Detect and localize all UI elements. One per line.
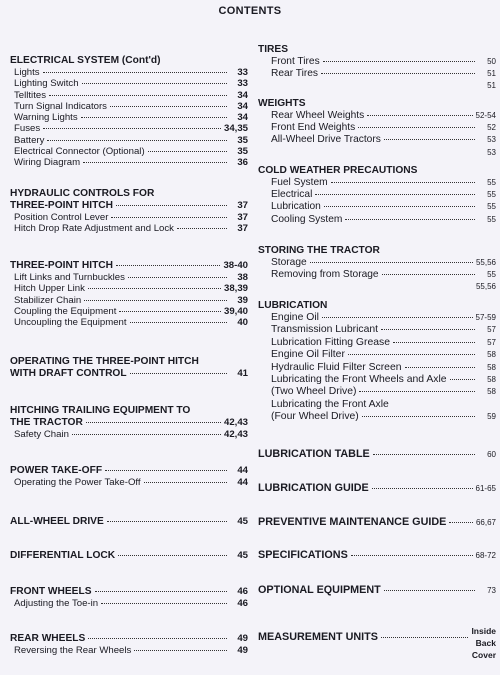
section-heading bbox=[10, 586, 248, 598]
toc-section-tires bbox=[258, 44, 496, 93]
leader-dots bbox=[81, 117, 227, 118]
page-number: 49 bbox=[237, 633, 248, 644]
toc-section-measure bbox=[258, 625, 496, 661]
entry-label: Safety Chain bbox=[14, 429, 69, 440]
section-heading-cont bbox=[10, 200, 248, 212]
leader-dots bbox=[345, 219, 475, 220]
section-heading bbox=[10, 465, 248, 477]
page-reference-line: Inside bbox=[471, 626, 496, 636]
section-heading bbox=[258, 625, 496, 661]
toc-section-diff bbox=[10, 550, 248, 562]
page-number: 39 bbox=[237, 294, 248, 306]
leader-dots bbox=[128, 277, 227, 278]
section-heading bbox=[10, 356, 248, 368]
entry-label: Lubricating the Front Axle bbox=[271, 398, 389, 410]
entry-label: Operating the Power Take-Off bbox=[14, 477, 141, 488]
section-heading-text: ALL-WHEEL DRIVE bbox=[10, 516, 104, 527]
section-heading-text: LUBRICATION TABLE bbox=[258, 448, 370, 460]
heading-line bbox=[258, 631, 471, 643]
leader-dots bbox=[323, 61, 475, 62]
leader-dots bbox=[450, 379, 475, 380]
toc-entry bbox=[10, 157, 248, 168]
section-heading-text: WITH DRAFT CONTROL bbox=[10, 368, 127, 379]
toc-entry bbox=[258, 362, 496, 374]
page-number: 37 bbox=[237, 200, 248, 211]
page-title: CONTENTS bbox=[218, 5, 282, 17]
leader-dots bbox=[449, 522, 473, 523]
entry-label: Fuel System bbox=[271, 177, 328, 188]
toc-entry bbox=[258, 134, 496, 146]
entry-label: Electrical bbox=[271, 189, 313, 201]
entry-label: Telltites bbox=[14, 89, 46, 101]
section-heading bbox=[258, 516, 496, 529]
entry-label: Cooling System bbox=[271, 213, 343, 225]
toc-entry bbox=[258, 147, 496, 159]
page-number: 53 bbox=[487, 135, 496, 145]
entry-label: Rear Wheel Weights bbox=[271, 110, 365, 121]
section-heading-text: POWER TAKE-OFF bbox=[10, 465, 103, 476]
section-heading-text: THE TRACTOR bbox=[10, 417, 83, 428]
page-number: 34 bbox=[237, 112, 248, 124]
section-heading-text: COLD WEATHER PRECAUTIONS bbox=[258, 165, 418, 176]
leader-dots bbox=[118, 555, 227, 556]
page-number: 58 bbox=[487, 375, 496, 385]
toc-entry bbox=[258, 312, 496, 324]
section-heading bbox=[258, 44, 496, 56]
toc-section-operating bbox=[10, 356, 248, 380]
leader-dots bbox=[43, 128, 221, 129]
toc-section-hitching bbox=[10, 405, 248, 440]
toc-entry bbox=[258, 269, 496, 281]
leader-dots bbox=[82, 83, 227, 84]
leader-dots bbox=[310, 262, 473, 263]
page-number: 34,35 bbox=[223, 123, 248, 135]
toc-section-lubrication bbox=[258, 300, 496, 424]
leader-dots bbox=[110, 106, 227, 107]
leader-dots bbox=[88, 288, 221, 289]
page-number: 55,56 bbox=[475, 282, 496, 292]
leader-dots bbox=[116, 205, 227, 206]
leader-dots bbox=[47, 140, 227, 141]
entry-label: Electrical Connector (Optional) bbox=[14, 146, 145, 158]
toc-entry bbox=[258, 80, 496, 92]
toc-entry bbox=[10, 429, 248, 440]
section-heading bbox=[258, 584, 496, 597]
section-heading-text: REAR WHEELS bbox=[10, 633, 86, 644]
page-number: 42,43 bbox=[223, 417, 248, 428]
section-heading bbox=[10, 188, 248, 200]
leader-dots bbox=[111, 217, 227, 218]
page-number: 33 bbox=[237, 78, 248, 90]
section-heading bbox=[258, 300, 496, 312]
entry-label: Front End Weights bbox=[271, 122, 356, 134]
section-heading-text: HYDRAULIC CONTROLS FOR bbox=[10, 188, 155, 199]
page-number: 53 bbox=[487, 147, 496, 157]
entry-label: Warning Lights bbox=[14, 112, 78, 124]
entry-label: Reversing the Rear Wheels bbox=[14, 645, 132, 656]
section-heading-text: SPECIFICATIONS bbox=[258, 549, 348, 561]
leader-dots bbox=[130, 373, 227, 374]
toc-entry bbox=[258, 122, 496, 134]
page-number: 33 bbox=[237, 67, 248, 78]
leader-dots bbox=[43, 72, 227, 73]
entry-label: Fuses bbox=[14, 123, 41, 135]
leader-dots bbox=[359, 391, 475, 392]
toc-entry bbox=[10, 135, 248, 146]
toc-entry bbox=[258, 349, 496, 361]
page-number: 55 bbox=[487, 270, 496, 280]
leader-dots bbox=[358, 127, 475, 128]
page-reference-line: Cover bbox=[471, 650, 496, 660]
page-number: 51 bbox=[487, 69, 496, 79]
leader-dots bbox=[393, 342, 475, 343]
toc-section-front bbox=[10, 586, 248, 609]
page-number: 58 bbox=[487, 350, 496, 360]
toc-entry bbox=[10, 146, 248, 157]
page-number: 40 bbox=[237, 317, 248, 329]
section-heading-text: PREVENTIVE MAINTENANCE GUIDE bbox=[258, 516, 447, 528]
entry-label: Lift Links and Turnbuckles bbox=[14, 272, 125, 283]
toc-entry bbox=[258, 214, 496, 226]
page-number: 44 bbox=[237, 477, 248, 488]
toc-section-storing bbox=[258, 245, 496, 294]
page-number: 73 bbox=[487, 586, 496, 595]
entry-label: Removing from Storage bbox=[271, 269, 379, 281]
entry-label: Lights bbox=[14, 67, 40, 78]
toc-section-hydraulic bbox=[10, 188, 248, 235]
section-heading-text: ELECTRICAL SYSTEM (Cont'd) bbox=[10, 55, 161, 66]
leader-dots bbox=[351, 555, 473, 556]
toc-entry bbox=[258, 257, 496, 269]
section-heading-text: WEIGHTS bbox=[258, 98, 306, 109]
leader-dots bbox=[144, 482, 227, 483]
leader-dots bbox=[382, 274, 475, 275]
leader-dots bbox=[322, 317, 473, 318]
leader-dots bbox=[84, 300, 227, 301]
toc-section-awd bbox=[10, 516, 248, 528]
page-number: 60 bbox=[487, 450, 496, 459]
page-number: 44 bbox=[237, 465, 248, 476]
leader-dots bbox=[101, 603, 227, 604]
leader-dots bbox=[372, 488, 473, 489]
toc-entry bbox=[10, 90, 248, 101]
page-number: 51 bbox=[487, 81, 496, 91]
toc-entry bbox=[10, 223, 248, 234]
toc-entry bbox=[10, 598, 248, 609]
leader-dots bbox=[324, 206, 475, 207]
section-heading-cont bbox=[10, 417, 248, 429]
toc-entry bbox=[10, 67, 248, 78]
toc-section-weights bbox=[258, 98, 496, 159]
page-number: 42,43 bbox=[223, 429, 248, 440]
page-number: 45 bbox=[237, 550, 248, 561]
section-heading bbox=[258, 448, 496, 461]
leader-dots bbox=[384, 590, 475, 591]
toc-entry bbox=[258, 337, 496, 349]
section-heading-text: STORING THE TRACTOR bbox=[258, 245, 380, 256]
leader-dots bbox=[130, 322, 227, 323]
leader-dots bbox=[49, 95, 227, 96]
page-number: 58 bbox=[487, 387, 496, 397]
leader-dots bbox=[88, 638, 227, 639]
page-number: 57-59 bbox=[475, 313, 496, 322]
toc-entry bbox=[10, 317, 248, 328]
page-number: 55 bbox=[487, 202, 496, 212]
section-heading bbox=[258, 549, 496, 562]
toc-entry bbox=[258, 386, 496, 398]
toc-section-pto bbox=[10, 465, 248, 488]
toc-entry bbox=[10, 306, 248, 317]
entry-label: Front Tires bbox=[271, 56, 320, 67]
toc-section-cold bbox=[258, 165, 496, 226]
leader-dots bbox=[95, 591, 228, 592]
section-heading-cont bbox=[10, 368, 248, 380]
toc-section-pmg bbox=[258, 516, 496, 529]
page-number: 55,56 bbox=[475, 258, 496, 267]
section-heading-text: OPERATING THE THREE-POINT HITCH bbox=[10, 356, 199, 367]
toc-entry bbox=[10, 101, 248, 112]
page-number: 34 bbox=[237, 100, 248, 112]
toc-entry bbox=[258, 324, 496, 336]
page-number: 45 bbox=[237, 516, 248, 527]
toc-entry bbox=[258, 68, 496, 80]
page-number: 38 bbox=[237, 272, 248, 283]
entry-label: All-Wheel Drive Tractors bbox=[271, 134, 381, 146]
leader-dots bbox=[148, 151, 227, 152]
leader-dots bbox=[405, 367, 475, 368]
leader-dots bbox=[367, 115, 472, 116]
toc-entry bbox=[258, 411, 496, 423]
toc-entry bbox=[10, 295, 248, 306]
page-reference-line: Back bbox=[475, 638, 496, 648]
page-number: 38,39 bbox=[223, 283, 248, 295]
leader-dots bbox=[105, 470, 227, 471]
page-number: 34 bbox=[237, 89, 248, 101]
leader-dots bbox=[321, 73, 475, 74]
leader-dots bbox=[381, 637, 468, 638]
section-heading bbox=[10, 550, 248, 562]
entry-label: Transmission Lubricant bbox=[271, 324, 379, 336]
entry-label: Lubricating the Front Wheels and Axle bbox=[271, 374, 447, 386]
leader-dots bbox=[381, 329, 475, 330]
leader-dots bbox=[119, 311, 221, 312]
toc-entry bbox=[258, 399, 496, 411]
toc-section-electrical bbox=[10, 55, 248, 169]
leader-dots bbox=[107, 521, 227, 522]
entry-label: Hydraulic Fluid Filter Screen bbox=[271, 361, 402, 373]
page-number: 55 bbox=[487, 190, 496, 200]
page-number: 52-54 bbox=[475, 111, 496, 120]
entry-label: Turn Signal Indicators bbox=[14, 100, 107, 112]
toc-section-rear bbox=[10, 633, 248, 656]
section-heading bbox=[10, 55, 248, 67]
leader-dots bbox=[177, 228, 227, 229]
entry-label: Hitch Upper Link bbox=[14, 283, 85, 295]
entry-label: Lubrication Fitting Grease bbox=[271, 336, 390, 348]
leader-dots bbox=[72, 434, 221, 435]
section-heading bbox=[10, 260, 248, 272]
entry-label: Stabilizer Chain bbox=[14, 294, 82, 306]
toc-section-lubtable bbox=[258, 448, 496, 461]
entry-label: Lubrication bbox=[271, 201, 321, 213]
page-number: 38-40 bbox=[223, 260, 248, 271]
entry-label: Uncoupling the Equipment bbox=[14, 317, 127, 329]
page-number: 35 bbox=[237, 134, 248, 146]
section-heading-text: THREE-POINT HITCH bbox=[10, 260, 114, 271]
page-number: 46 bbox=[237, 586, 248, 597]
entry-label: Engine Oil bbox=[271, 312, 319, 323]
toc-entry bbox=[258, 110, 496, 122]
page-number: 61-65 bbox=[475, 484, 496, 493]
page-number: 68-72 bbox=[475, 551, 496, 560]
leader-dots bbox=[134, 650, 227, 651]
leader-dots bbox=[348, 354, 475, 355]
page-number: 66,67 bbox=[475, 518, 496, 527]
entry-label: Storage bbox=[271, 257, 307, 268]
section-heading-text: FRONT WHEELS bbox=[10, 586, 92, 597]
leader-dots bbox=[362, 416, 475, 417]
entry-label: Battery bbox=[14, 134, 45, 146]
entry-label: Rear Tires bbox=[271, 68, 318, 80]
section-heading-text: TIRES bbox=[258, 44, 289, 55]
section-heading-text: HITCHING TRAILING EQUIPMENT TO bbox=[10, 405, 191, 416]
leader-dots bbox=[384, 139, 475, 140]
section-heading bbox=[258, 245, 496, 257]
page-number: 46 bbox=[237, 598, 248, 609]
page-number: 57 bbox=[487, 325, 496, 335]
leader-dots bbox=[331, 182, 475, 183]
section-heading bbox=[258, 482, 496, 495]
toc-entry bbox=[258, 177, 496, 189]
entry-label: Engine Oil Filter bbox=[271, 349, 345, 361]
toc-entry bbox=[10, 78, 248, 89]
toc-section-tph bbox=[10, 260, 248, 328]
section-heading-text: LUBRICATION bbox=[258, 300, 328, 311]
page-number: 37 bbox=[237, 212, 248, 223]
section-heading-text: DIFFERENTIAL LOCK bbox=[10, 550, 116, 561]
page-number: 41 bbox=[237, 368, 248, 379]
toc-entry bbox=[10, 272, 248, 283]
leader-dots bbox=[83, 162, 227, 163]
leader-dots bbox=[86, 422, 221, 423]
section-heading-text: MEASUREMENT UNITS bbox=[258, 631, 378, 643]
section-heading bbox=[258, 98, 496, 110]
section-heading bbox=[258, 165, 496, 177]
page-number: 52 bbox=[487, 123, 496, 133]
toc-entry bbox=[10, 477, 248, 488]
toc-entry bbox=[10, 212, 248, 223]
leader-dots bbox=[315, 194, 475, 195]
leader-dots bbox=[116, 265, 220, 266]
entry-label: Position Control Lever bbox=[14, 212, 109, 223]
toc-entry bbox=[258, 189, 496, 201]
page-number: 37 bbox=[237, 223, 248, 235]
toc-entry bbox=[10, 645, 248, 656]
toc-entry bbox=[10, 112, 248, 123]
page-number: 55 bbox=[487, 178, 496, 187]
page-number: 50 bbox=[487, 57, 496, 66]
page-number: 35 bbox=[237, 146, 248, 158]
toc-section-specs bbox=[258, 549, 496, 562]
section-heading-text: THREE-POINT HITCH bbox=[10, 200, 114, 211]
entry-label: (Four Wheel Drive) bbox=[271, 411, 359, 423]
toc-entry bbox=[258, 56, 496, 68]
page-reference bbox=[471, 625, 496, 661]
entry-label: (Two Wheel Drive) bbox=[271, 386, 357, 398]
toc-entry bbox=[10, 283, 248, 294]
toc-entry bbox=[258, 281, 496, 293]
section-heading-text: LUBRICATION GUIDE bbox=[258, 482, 369, 494]
toc-entry bbox=[258, 201, 496, 213]
section-heading bbox=[10, 405, 248, 417]
toc-section-optional bbox=[258, 584, 496, 597]
entry-label: Adjusting the Toe-in bbox=[14, 598, 99, 609]
page-number: 49 bbox=[237, 645, 248, 656]
entry-label: Coupling the Equipment bbox=[14, 305, 117, 317]
entry-label: Lighting Switch bbox=[14, 78, 79, 90]
page-number: 57 bbox=[487, 337, 496, 347]
leader-dots bbox=[373, 454, 475, 455]
page-number: 58 bbox=[487, 362, 496, 372]
toc-section-lubguide bbox=[258, 482, 496, 495]
page-number: 59 bbox=[487, 412, 496, 422]
section-heading bbox=[10, 516, 248, 528]
entry-label: Hitch Drop Rate Adjustment and Lock bbox=[14, 223, 174, 235]
section-heading-text: OPTIONAL EQUIPMENT bbox=[258, 584, 381, 596]
entry-label: Wiring Diagram bbox=[14, 157, 81, 169]
page-number: 36 bbox=[237, 157, 248, 169]
page-number: 39,40 bbox=[223, 305, 248, 317]
toc-entry bbox=[258, 374, 496, 386]
toc-entry bbox=[10, 123, 248, 134]
page-number: 55 bbox=[487, 214, 496, 224]
section-heading bbox=[10, 633, 248, 645]
